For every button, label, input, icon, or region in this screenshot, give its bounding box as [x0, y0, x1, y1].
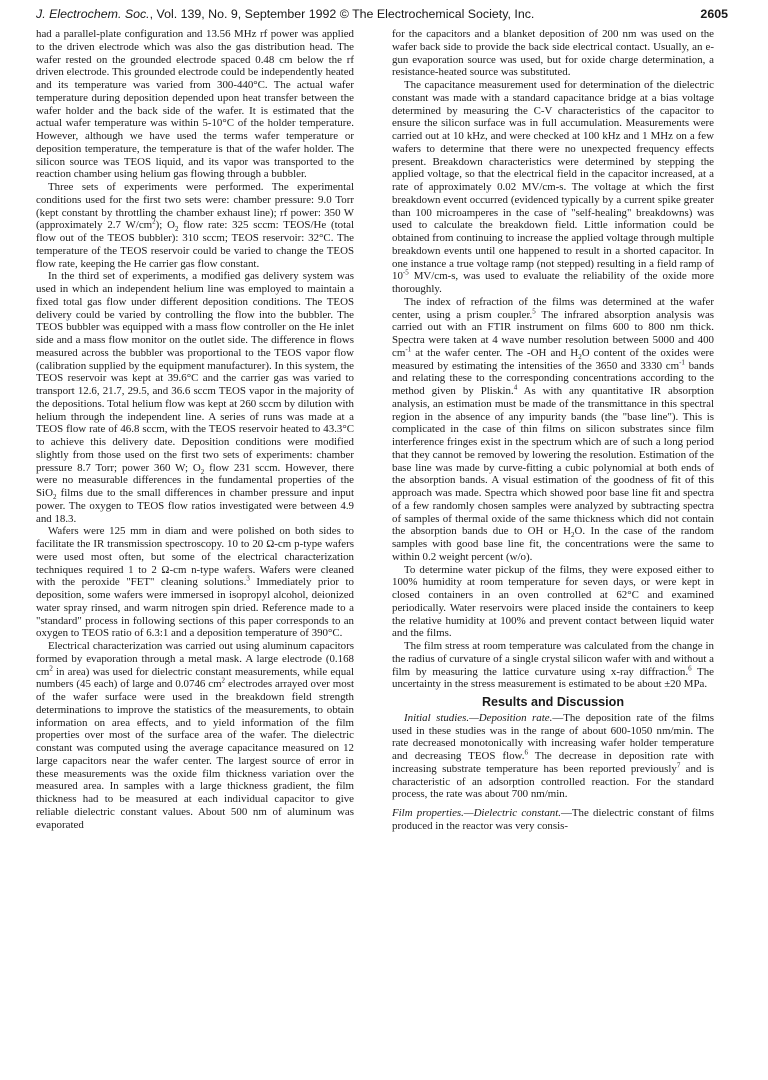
journal-name: J. Electrochem. Soc. — [36, 7, 150, 21]
paragraph: had a parallel-plate configuration and 13.56 MHz rf power was applied to the driven electrode which was also the gas distribution head. The wafer rested on the grounded electrode spaced 0.48 cm below the rf driven electrode. This grounded electrode could be independently heated and its temperature was varied from 300-440°C. The actual wafer temperature during deposition depended upon heat transfer between the wafer holder and the back side of the wafer. It is estimated that the actual wafer temperature was within 5-10°C of the holder temperature. However, although we have used the terms wafer temperature or deposition temperature, the temperature is that of the wafer holder. The silicon source was TEOS liquid, and its vapor was transported to the reaction chamber using helium gas flowing through a bubbler. — [36, 28, 354, 181]
paragraph: Film properties.—Dielectric constant.—The dielectric constant of films produced in the reactor was very consis- — [392, 807, 714, 832]
paragraph: Three sets of experiments were performed. The experimental conditions used for the first two sets were: chamber pressure: 9.0 Torr (kept constant by throttling the chamber exhaust line); rf power: 350 W (approximately 2.7 $W/cm^2$); $O_2$ flow rate: 325 sccm: TEOS/He (total flow out of the TEOS bubbler): 310 sccm; TEOS reservoir: 32°C. The temperature of the TEOS reservoir could be varied to change the TEOS flow rate, keeping the He carrier gas flow constant. — [36, 181, 354, 270]
section-heading: Results and Discussion — [481, 695, 625, 709]
paragraph: The capacitance measurement used for determination of the dielectric constant was made with a standard capacitance bridge at a bias voltage determined by measuring the C-V characteristics of the capacitor to ensure the silicon surface was in full accumulation. Measurements were carried out at 10 kHz, and were checked at 100 kHz and 1 MHz on a few wafers to determine that there were no unexpected frequency effects present. Breakdown characteristics were determined by stepping the applied voltage, so that the electrical field in the capacitor increased, at a rate of approximately 0.02 MV/cm-s. The voltage at which the first breakdown event occurred (evidenced typically by a current spike greater than 100 microamperes in the case of "self-healing" breakdowns) was used to calculate the breakdown field. Little information could be obtained from continuing to increase the applied voltage through multiple breakdown events until one happened to result in a shorted capacitor. In one instance a true voltage ramp (not stepped) resulting in a field ramp of $10^{-5}$ MV/cm-s, was used to evaluate the reliability of the oxide more thoroughly. — [392, 79, 714, 295]
left-column — [36, 28, 354, 831]
paragraph: The index of refraction of the films was determined at the wafer center, using a prism coupler.$^5$ The infrared absorption analysis was carried out with an FTIR instrument on films 600 to 800 nm thick. Spectra were taken at 4 wave number resolution between 5000 and 400 $cm^{-1}$ at the wafer center. The -OH and $H_2O$ content of the oxides were measured by estimating the intensities of the 3650 and 3330 $cm^{-1}$ bands and relating these to the corresponding concentrations according to the method given by Pliskin.$^4$ As with any quantitative IR absorption analysis, an estimation must be made of the transmittance in this spectral region in the absence of any impurity bands (the "base line"). This is complicated in the case of thin films on silicon substrates since film interference fringes exist in the spectrum which are of such a long period that they cannot be removed by lowering the resolution. Estimation of the base line was made by curve-fitting a cubic polynomial at both ends of the absorption bands. A visual estimation of the goodness of fit of this approach was made. Spectra which showed poor base line fit and spectra of a few randomly chosen samples were analyzed by subtracting spectra of samples of thermal oxide of the same thickness which did not contain the absorption bands due to OH or $H_2O$. In the case of the random samples with good base line fit, the concentrations were the same to within 0.2 weight percent (w/o). — [392, 295, 715, 563]
journal-citation — [36, 7, 534, 21]
paragraph: To determine water pickup of the films, they were exposed either to 100% humidity at room temperature for seven days, or were kept in closed containers in an oven controlled at 62°C and examined periodically. Water reservoirs were placed inside the containers to keep the relative humidity at 100% and prevent contact between liquid water and the films. — [392, 563, 714, 640]
paragraph: In the third set of experiments, a modified gas delivery system was used in which an independent helium line was employed to maintain a fixed total gas flow under different deposition conditions. The TEOS delivery could be varied by controlling the flow into the bubbler. The TEOS bubbler was equipped with a mass flow controller on the He inlet side and a mass flow monitor on the outlet side. The difference in flows measured across the bubbler was proportional to the TEOS vapor flow (calibration supplied by the equipment manufacturer). In this system, the TEOS reservoir was kept at 39.6°C and the carrier gas was varied to transport 12.6, 21.7, 29.5, and 36.6 sccm TEOS vapor in the majority of the depositions. Total helium flow was kept at 260 sccm by dilution with helium through the independent line. A series of runs was made at a TEOS flow rate of 46.8 sccm, with the TEOS reservoir heated to 43.3°C to achieve this delivery date. Deposition conditions were modified slightly from those used on the first two sets of experiments: chamber pressure 8.7 Torr; power 360 W; $O_2$ flow 231 sccm. However, there were no measurable differences in the fundamental properties of the SiO$_2$ films due to the small differences in chamber pressure and input power. The oxygen to TEOS flow ratios investigated were between 4.9 and 18.3. — [36, 270, 355, 525]
right-column — [392, 28, 714, 833]
paragraph: Initial studies.—Deposition rate.—The deposition rate of the films used in these studies was in the range of about 600-1050 nm/min. The rate decreased monotonically with increasing wafer holder temperature and decreasing TEOS flow.$^6$ The decrease in deposition rate with increasing substrate temperature has been reported previously$^7$ and is characteristic of an adsorption controlled reaction. For the standard process, the rate was about 700 nm/min. — [392, 711, 715, 801]
subsection-heading: Initial studies.—Deposition rate. — [404, 711, 553, 724]
paragraph: The film stress at room temperature was calculated from the change in the radius of curvature of a single crystal silicon wafer with and without a film by measuring the lattice curvature using x-ray diffraction.$^6$ The uncertainty in the stress measurement is estimated to be about ±20 MPa. — [392, 640, 714, 691]
paragraph: Electrical characterization was carried out using aluminum capacitors formed by evaporation through a metal mask. A large electrode (0.168 $cm^2$ in area) was used for dielectric constant measurements, while equal numbers (45 each) of large and 0.0746 $cm^2$ electrodes arrayed over most of the wafer surface were used in the breakdown field strength determinations to improve the statistics of the measurements, to obtain information on area effects, and to yield information of the film properties over most of the surface area of the wafer. The dielectric constant was computed using the average capacitance measured on 12 large capacitors near the wafer center. The largest source of error in these measurements was the oxide film thickness variation over the measured area. In samples with a large thickness gradient, the film thickness had to be measured at each individual capacitor to give reliable dielectric constant values. About 500 nm of aluminum was evaporated — [36, 640, 354, 831]
paragraph: for the capacitors and a blanket deposition of 200 nm was used on the wafer back side to provide the back side electrical contact. Usually, an e-gun evaporation source was used, but for oxide charge determination, a resistance-heated source was substituted. — [392, 28, 714, 79]
paragraph: Wafers were 125 mm in diam and were polished on both sides to facilitate the IR transmission spectroscopy. 10 to 20 Ω-cm p-type wafers were used most often, but some of the electrical characterization techniques required 1 to 2 Ω-cm n-type wafers. Wafers were cleaned with the peroxide "FET" cleaning solutions.$^3$ Immediately prior to deposition, some wafers were immersed in isopropyl alcohol, deionized water spray rinsed, and warm nitrogen spin dried. Reference made to a "standard" process in following sections of this paper corresponds to an oxygen to TEOS ratio of 6.3:1 and a deposition temperature of 390°C. — [36, 525, 354, 640]
subsection-heading: Film properties.—Dielectric constant. — [392, 807, 561, 819]
running-header — [36, 7, 728, 25]
journal-volume-info: , Vol. 139, No. 9, September 1992 © The Electrochemical Society, Inc. — [149, 7, 535, 21]
page-number: 2605 — [700, 7, 728, 21]
